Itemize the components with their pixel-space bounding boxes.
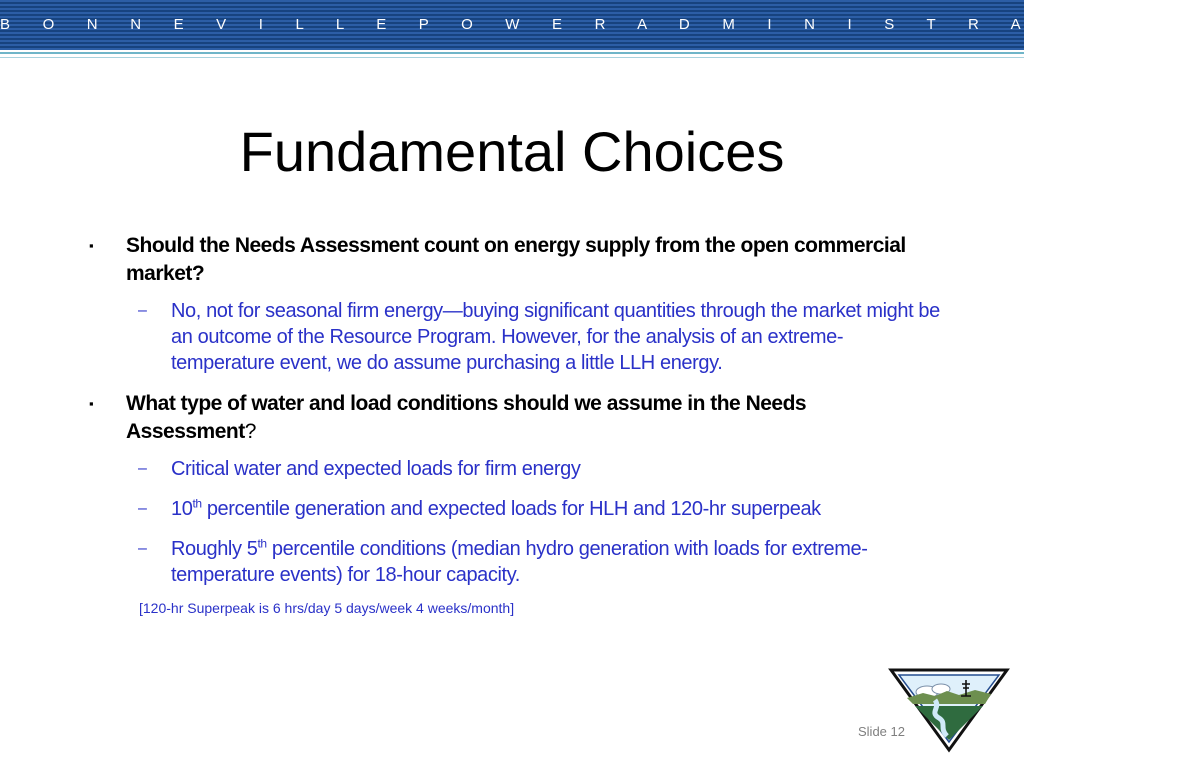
answer-text-prefix: 10 xyxy=(171,498,193,520)
bpa-logo-icon xyxy=(889,666,1009,752)
slide-number: Slide 12 xyxy=(858,724,905,739)
footnote: [120-hr Superpeak is 6 hrs/day 5 days/week 4 weeks/month] xyxy=(139,600,515,616)
slide-title: Fundamental Choices xyxy=(239,120,785,183)
header-banner xyxy=(0,0,1200,50)
bullet-icon: ▪ xyxy=(89,238,94,253)
answer-item xyxy=(0,456,946,482)
question-text: Should the Needs Assessment count on energy supply from the open commercial market xyxy=(126,234,906,285)
dash-icon: – xyxy=(138,302,147,319)
answer-text: No, not for seasonal firm energy—buying significant quantities through the market might be an outcome of the Resource Program. However, for the analysis of an extreme-temperature event, we do assume purchasing a little LLH energy. xyxy=(171,300,940,374)
header-rule-thin xyxy=(0,57,1024,58)
header-rule xyxy=(0,52,1024,54)
answer-text-suffix: percentile conditions (median hydro generation with loads for extreme-temperature events) for 18-hour capacity. xyxy=(171,538,868,586)
organization-name: B O N N E V I L L E P O W E R A D M I N I S T R A T I O N xyxy=(0,16,1200,33)
question-mark: ? xyxy=(191,262,205,285)
bullet-question-2 xyxy=(0,390,926,446)
answer-superscript: th xyxy=(257,536,267,551)
answer-text: Critical water and expected loads for firm energy xyxy=(171,458,581,480)
bullet-icon: ▪ xyxy=(89,396,94,411)
question-text: What type of water and load conditions should we assume in the Needs Assessment xyxy=(126,392,807,443)
answer-text-prefix: Roughly 5 xyxy=(171,538,258,560)
dash-icon: – xyxy=(138,460,147,477)
answer-item xyxy=(0,536,946,588)
answer-superscript: th xyxy=(192,496,202,511)
question-mark: ? xyxy=(244,420,256,443)
dash-icon: – xyxy=(138,540,147,557)
answer-item xyxy=(0,298,946,376)
dash-icon: – xyxy=(138,500,147,517)
answer-text-suffix: percentile generation and expected loads for HLH and 120-hr superpeak xyxy=(201,498,821,520)
bullet-question-1 xyxy=(0,232,926,288)
slide-body xyxy=(0,232,1024,618)
answer-item xyxy=(0,496,946,522)
